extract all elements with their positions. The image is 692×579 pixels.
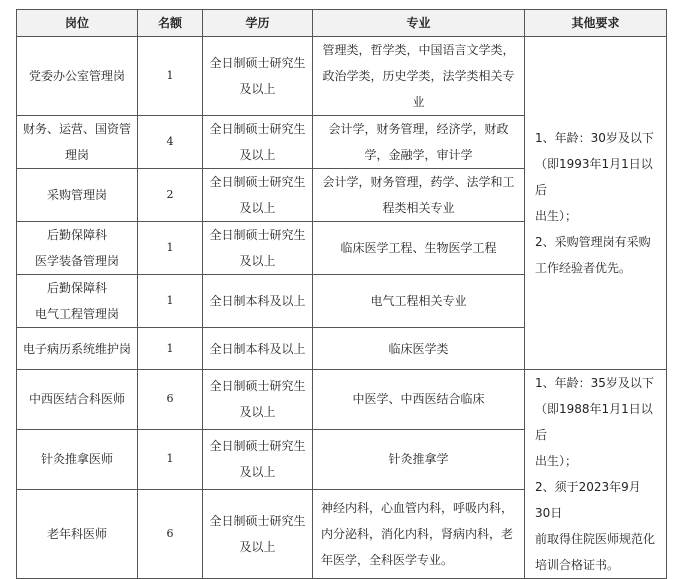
job-table <box>16 9 667 579</box>
major-cell: 管理类，哲学类，中国语言文学类， 政治学类，历史学类，法学类相关专 业 <box>313 37 525 116</box>
major-cell: 神经内科，心血管内科，呼吸内科， 内分泌科，消化内科，肾病内科，老 年医学，全科医学专业。 <box>313 489 525 578</box>
table-row <box>17 370 667 430</box>
header-education: 学历 <box>203 10 313 37</box>
header-position: 岗位 <box>17 10 138 37</box>
requirements-cell-group-1: 1、年龄：30岁及以下 （即1993年1月1日以后 出生）； 2、采购管理岗有采购 工作经验者优先。 <box>525 37 667 370</box>
major-cell: 中医学、中西医结合临床 <box>313 370 525 430</box>
major-cell: 临床医学类 <box>313 328 525 370</box>
count-cell: 1 <box>138 37 203 116</box>
count-cell: 6 <box>138 370 203 430</box>
position-cell: 电子病历系统维护岗 <box>17 328 138 370</box>
education-cell: 全日制硕士研究生 及以上 <box>203 116 313 169</box>
position-cell: 老年科医师 <box>17 489 138 578</box>
count-cell: 1 <box>138 328 203 370</box>
major-cell: 电气工程相关专业 <box>313 275 525 328</box>
position-cell: 中西医结合科医师 <box>17 370 138 430</box>
education-cell: 全日制本科及以上 <box>203 328 313 370</box>
count-cell: 1 <box>138 222 203 275</box>
requirements-cell-group-2: 1、年龄：35岁及以下 （即1988年1月1日以后 出生）； 2、须于2023年9月30日 前取得住院医师规范化 培训合格证书。 <box>525 370 667 579</box>
position-cell: 党委办公室管理岗 <box>17 37 138 116</box>
education-cell: 全日制本科及以上 <box>203 275 313 328</box>
major-cell: 临床医学工程、生物医学工程 <box>313 222 525 275</box>
position-cell: 采购管理岗 <box>17 169 138 222</box>
table-row <box>17 37 667 116</box>
position-cell: 后勤保障科 电气工程管理岗 <box>17 275 138 328</box>
table-header-row <box>17 10 667 37</box>
count-cell: 1 <box>138 429 203 489</box>
position-cell: 针灸推拿医师 <box>17 429 138 489</box>
header-major: 专业 <box>313 10 525 37</box>
header-requirements: 其他要求 <box>525 10 667 37</box>
count-cell: 1 <box>138 275 203 328</box>
education-cell: 全日制硕士研究生 及以上 <box>203 37 313 116</box>
count-cell: 6 <box>138 489 203 578</box>
major-cell: 会计学，财务管理，经济学，财政 学，金融学，审计学 <box>313 116 525 169</box>
count-cell: 4 <box>138 116 203 169</box>
education-cell: 全日制硕士研究生 及以上 <box>203 222 313 275</box>
major-cell: 会计学，财务管理，药学、法学和工 程类相关专业 <box>313 169 525 222</box>
major-cell: 针灸推拿学 <box>313 429 525 489</box>
count-cell: 2 <box>138 169 203 222</box>
education-cell: 全日制硕士研究生 及以上 <box>203 429 313 489</box>
education-cell: 全日制硕士研究生 及以上 <box>203 489 313 578</box>
education-cell: 全日制硕士研究生 及以上 <box>203 370 313 430</box>
position-cell: 财务、运营、国资管 理岗 <box>17 116 138 169</box>
header-count: 名额 <box>138 10 203 37</box>
education-cell: 全日制硕士研究生 及以上 <box>203 169 313 222</box>
position-cell: 后勤保障科 医学装备管理岗 <box>17 222 138 275</box>
